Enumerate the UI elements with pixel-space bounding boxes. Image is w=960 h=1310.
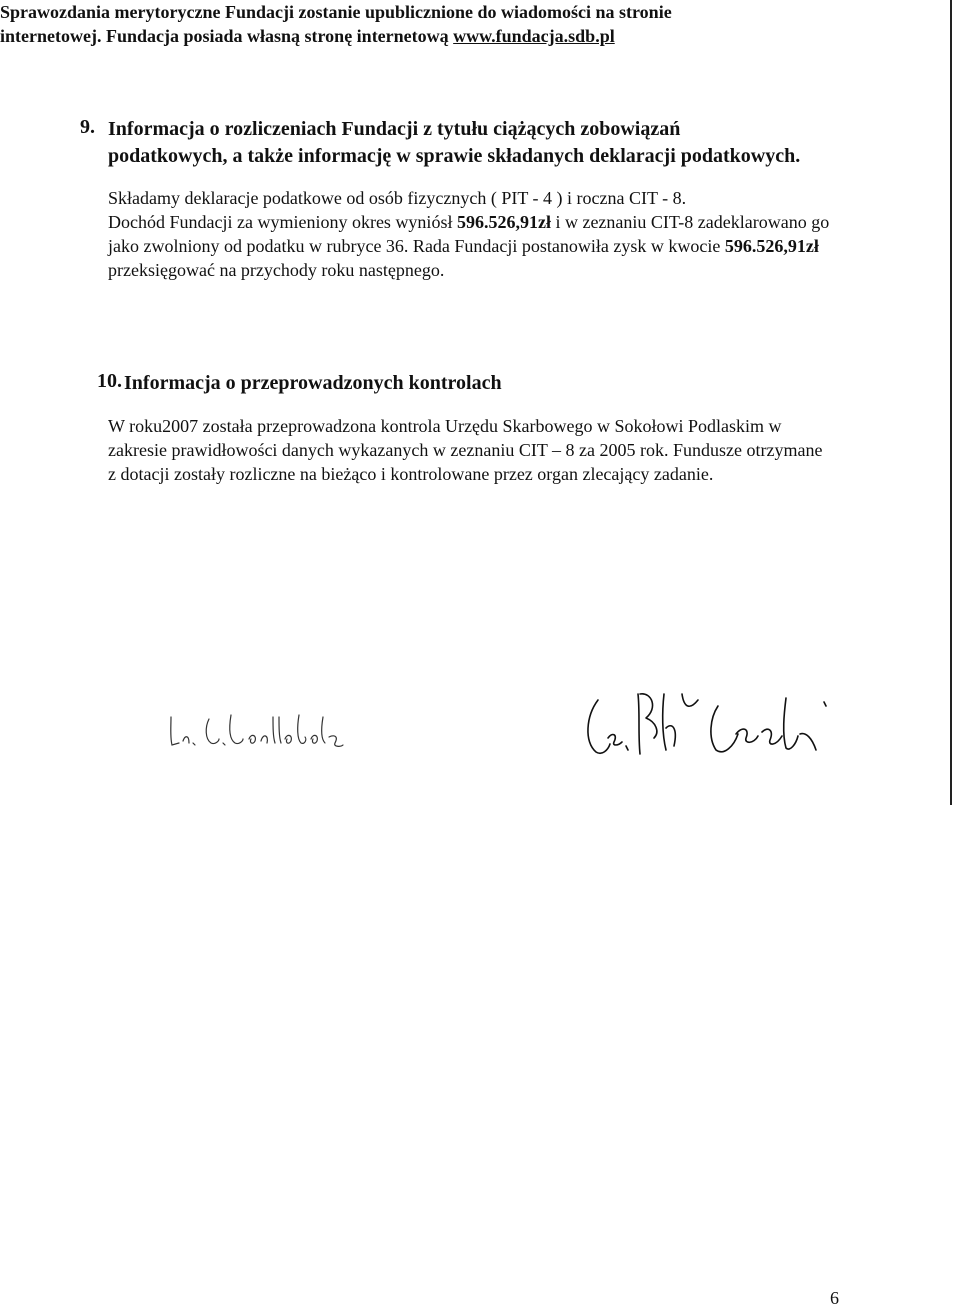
section-10-line-3: z dotacji zostały rozliczne na bieżąco i kontrolowane przez organ zlecający zadanie. (108, 464, 714, 484)
section-10-line-1: W roku2007 została przeprowadzona kontrola Urzędu Skarbowego w Sokołowi Podlaskim w (108, 416, 782, 436)
text-span: Dochód Fundacji za wymieniony okres wyniósł (108, 212, 457, 232)
website-link[interactable]: www.fundacja.sdb.pl (453, 26, 615, 46)
section-9-title (108, 116, 928, 170)
section-9-line-3 (108, 234, 908, 258)
text-span: i w zeznaniu CIT-8 zadeklarowano go (550, 212, 830, 232)
scan-edge-line (950, 0, 952, 805)
closing-statement (0, 0, 830, 48)
section-10-title: Informacja o przeprowadzonych kontrolach (124, 372, 502, 394)
section-10-line-2: zakresie prawidłowości danych wykazanych w zeznaniu CIT – 8 za 2005 rok. Fundusze otrzymane (108, 440, 823, 460)
section-9-title-line-2: podatkowych, a także informację w sprawie składanych deklaracji podatkowych. (108, 145, 801, 167)
handwritten-signature-right (578, 688, 838, 763)
section-10-body (108, 414, 908, 486)
section-9-title-line-1: Informacja o rozliczeniach Fundacji z tytułu ciążących zobowiązań (108, 118, 681, 140)
profit-amount: 596.526,91zł (724, 236, 819, 256)
section-9-body (108, 186, 908, 282)
page-number: 6 (830, 1288, 839, 1308)
income-amount: 596.526,91zł (456, 212, 551, 232)
text-span: jako zwolniony od podatku w rubryce 36. Rada Fundacji postanowiła zysk w kwocie (108, 236, 725, 256)
closing-line-1: Sprawozdania merytoryczne Fundacji zostanie upublicznione do wiadomości na stronie (0, 2, 672, 22)
section-9-line-1: Składamy deklaracje podatkowe od osób fizycznych ( PIT - 4 ) i roczna CIT - 8. (108, 188, 687, 208)
section-9-line-2 (108, 210, 908, 234)
section-9-line-4: przeksięgować na przychody roku następnego. (108, 260, 445, 280)
text-span: internetowej. Fundacja posiada własną stronę internetową (0, 26, 454, 46)
section-10-number: 10. (97, 370, 122, 392)
closing-line-2 (0, 24, 830, 48)
section-9-number: 9. (80, 116, 95, 138)
handwritten-signature-left (165, 705, 345, 750)
